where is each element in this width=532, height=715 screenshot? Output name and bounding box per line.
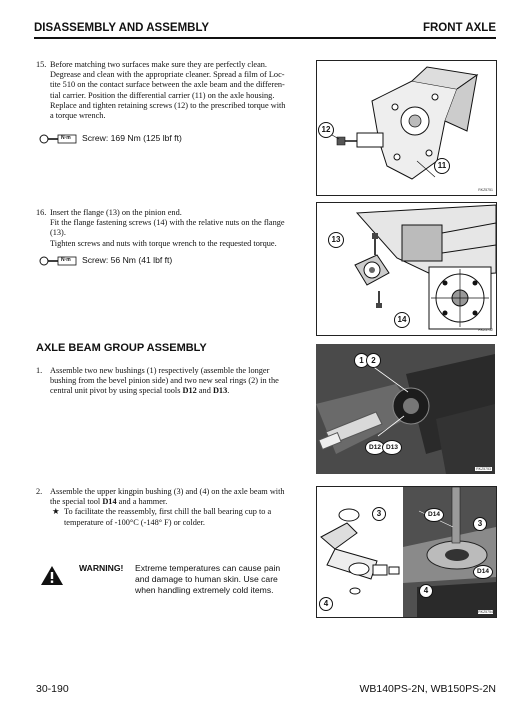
callout-d13: D13 bbox=[382, 440, 402, 455]
step-line: Assemble the upper kingpin bushing (3) and (4) on the axle beam with bbox=[50, 487, 285, 496]
step-15 bbox=[36, 60, 314, 130]
step-line: Replace and tighten retaining screws (12) to the prescribed torque with bbox=[50, 100, 286, 110]
figure-code: RKZ5752 bbox=[478, 328, 493, 332]
figure-differential-carrier bbox=[316, 60, 497, 196]
tip-bullet bbox=[50, 507, 285, 527]
step-line: Before matching two surfaces make sure they are perfectly clean. bbox=[50, 60, 267, 69]
figure-flange bbox=[316, 202, 497, 336]
callout-2: 2 bbox=[366, 353, 381, 368]
warning-text bbox=[135, 563, 280, 596]
model-name: WB140PS-2N, WB150PS-2N bbox=[359, 683, 496, 695]
warning-line: Extreme temperatures can cause pain bbox=[135, 563, 281, 573]
step-line: Insert the flange (13) on the pinion end. bbox=[50, 208, 182, 217]
header-section-title: DISASSEMBLY AND ASSEMBLY bbox=[34, 22, 210, 34]
step-line: tial carrier. Position the differential carrier (11) on the axle housing. bbox=[50, 90, 275, 100]
step-line: tite 510 on the contact surface between the axle beam and the differen- bbox=[50, 80, 285, 90]
warning-triangle-icon bbox=[40, 565, 64, 591]
tool-ref: D14 bbox=[102, 497, 117, 507]
step-line: Tighten screws and nuts with torque wrench to the requested torque. bbox=[50, 238, 277, 248]
assembly-step-1 bbox=[36, 366, 314, 402]
warning-label: WARNING! bbox=[79, 563, 124, 573]
tip-line: To facilitate the reassembly, first chill the ball bearing cup to a bbox=[64, 507, 272, 517]
step-text bbox=[50, 60, 285, 121]
step-line: central unit pivot by using special tools D12 and D13. bbox=[50, 386, 230, 396]
tip-line: temperature of -100°C (-148° F) or colder. bbox=[64, 517, 205, 527]
torque-spec: Screw: 169 Nm (125 lbf ft) bbox=[82, 133, 182, 143]
step-line: Assemble two new bushings (1) respectively (assemble the longer bbox=[50, 366, 270, 375]
bushing-photo-drawing bbox=[316, 344, 495, 474]
differential-carrier-drawing bbox=[317, 61, 496, 195]
figure-code: RKZ5753 bbox=[476, 467, 491, 471]
torque-icon-label: N·m bbox=[61, 257, 71, 263]
warning-line: and damage to human skin. Use care bbox=[135, 574, 278, 584]
kingpin-drawing bbox=[317, 487, 496, 617]
callout-13: 13 bbox=[328, 232, 344, 248]
step-line: the special tool D14 and a hammer. bbox=[50, 497, 168, 507]
figure-code: RKZ5754 bbox=[478, 610, 493, 614]
step-line: Fit the flange fastening screws (14) with the relative nuts on the flange bbox=[50, 218, 285, 228]
photo-bushing-install bbox=[316, 344, 495, 474]
header-chapter-title: FRONT AXLE bbox=[422, 22, 496, 34]
tool-ref: D13 bbox=[212, 386, 228, 396]
callout-14: 14 bbox=[394, 312, 410, 328]
step-text bbox=[50, 366, 279, 397]
warning-line: when handling extremely cold items. bbox=[135, 585, 274, 595]
step-line: Degrease and clean with the appropriate cleaner. Spread a film of Loc- bbox=[50, 70, 285, 80]
header-rule bbox=[34, 37, 496, 39]
assembly-step-2 bbox=[36, 487, 314, 529]
step-number: 16. bbox=[36, 208, 47, 217]
torque-wrench-icon bbox=[38, 132, 78, 151]
callout-4-photo: 4 bbox=[419, 584, 433, 598]
callout-3: 3 bbox=[372, 507, 386, 521]
torque-wrench-icon bbox=[38, 254, 78, 273]
step-text bbox=[50, 487, 285, 528]
callout-d14-photo: D14 bbox=[473, 565, 493, 579]
step-number: 2. bbox=[36, 487, 43, 496]
callout-12: 12 bbox=[318, 122, 334, 138]
callout-d14: D14 bbox=[424, 508, 444, 522]
figure-code: RKZ5751 bbox=[478, 188, 493, 192]
star-icon: ★ bbox=[52, 507, 60, 517]
step-line: a torque wrench. bbox=[50, 111, 106, 121]
section-title: AXLE BEAM GROUP ASSEMBLY bbox=[36, 342, 207, 354]
step-number: 15. bbox=[36, 60, 47, 69]
callout-d12: D12 bbox=[365, 440, 385, 455]
step-line: (13). bbox=[50, 228, 66, 238]
torque-spec: Screw: 56 Nm (41 lbf ft) bbox=[82, 255, 173, 265]
page-number: 30-190 bbox=[36, 683, 69, 695]
step-number: 1. bbox=[36, 366, 43, 375]
torque-icon-label: N·m bbox=[61, 135, 71, 141]
step-16 bbox=[36, 208, 314, 253]
tool-ref: D12 bbox=[182, 386, 197, 396]
callout-11: 11 bbox=[434, 158, 450, 174]
figure-kingpin-bushing bbox=[316, 486, 497, 618]
callout-4: 4 bbox=[319, 597, 333, 611]
callout-3-photo: 3 bbox=[473, 517, 487, 531]
callout-1: 1 bbox=[354, 353, 369, 368]
step-text bbox=[50, 208, 285, 249]
step-line: bushing from the bevel pinion side) and two new seal rings (2) in the bbox=[50, 376, 279, 386]
